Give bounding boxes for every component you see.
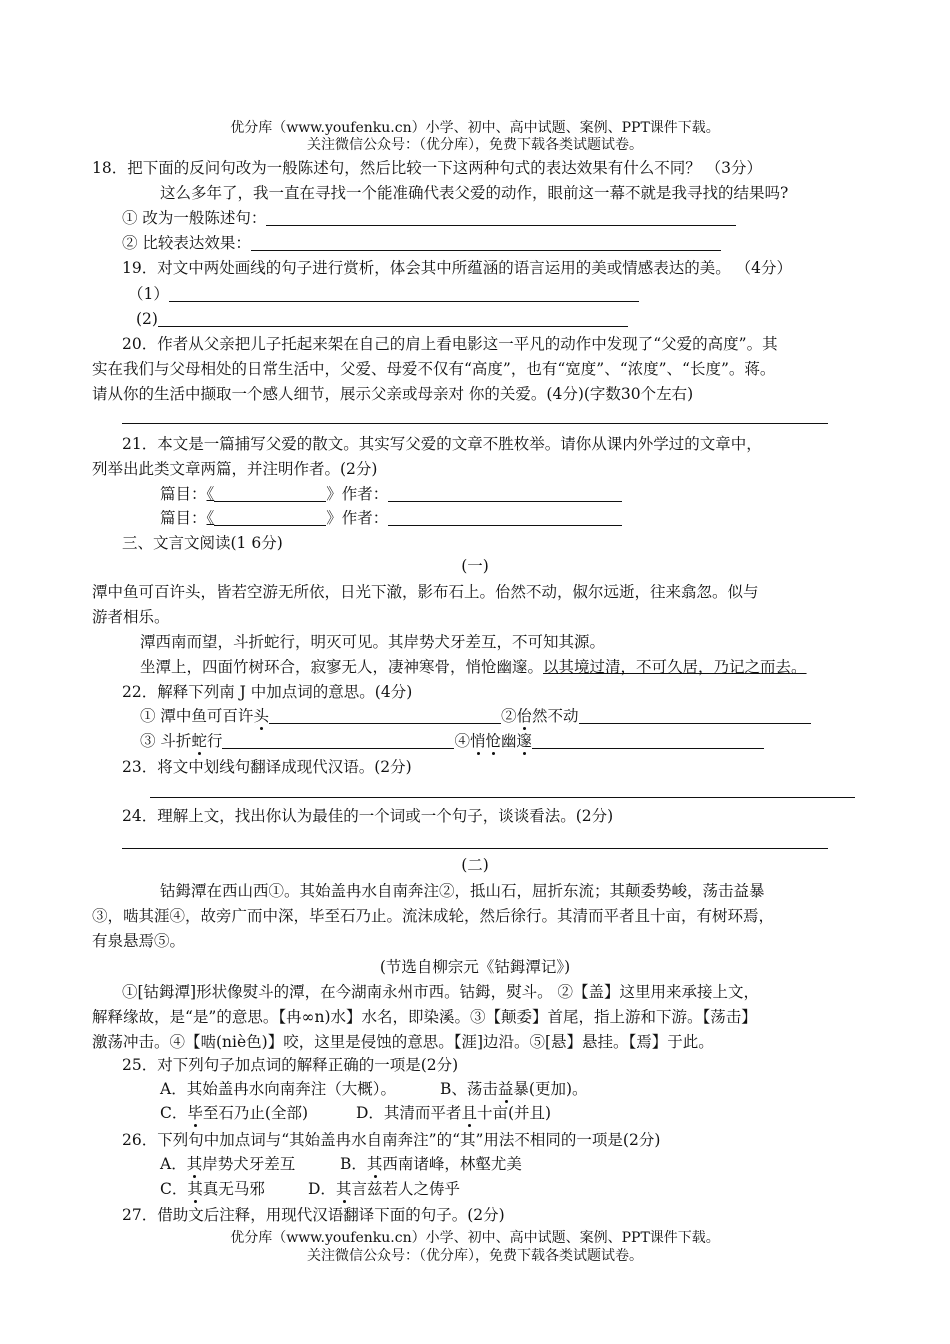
q20-line-3: 请从你的生活中撷取一个感人细节，展示父亲或母亲对 你的关爱。(4分)(字数30个左右) [92,385,694,403]
q26-option-c [160,1179,265,1199]
header-line-1: 优分库（www.youfenku.cn）小学、初中、高中试题、案例、PPT课件下载。 [230,120,720,136]
q27-stem: 27．借助文后注释，用现代汉语翻译下面的句子。(2分) [122,1206,505,1224]
q26-option-a [160,1154,295,1174]
q19-answer-blank-2[interactable] [158,311,628,327]
q26-option-c-dotted-char: 其 [187,1180,203,1198]
q18-answer-blank-1[interactable] [266,210,736,226]
section3-title: 三、文言文阅读(1 6分) [122,534,283,552]
header-line-2: 关注微信公众号：（优分库），免费下载各类试题试卷。 [307,137,643,153]
q25-option-c-post: 至石乃止(全部) [202,1104,308,1122]
q25-option-b [440,1079,588,1099]
q21-line-1: 21．本文是一篇捕写父爱的散文。其实写父爱的文章不胜枚举。请你从课内外学过的文章中， [122,435,762,453]
q22-stem: 22．解释下列南 J 中加点词的意思。(4分) [122,683,413,701]
q21-entry-1 [160,484,622,504]
q25-option-c-pre: C． [160,1104,188,1122]
passage1-line-2: 游者相乐。 [92,608,170,626]
footer-line-1: 优分库（www.youfenku.cn）小学、初中、高中试题、案例、PPT课件下载。 [230,1230,720,1246]
q25-option-b-dotted-char: 益 [497,1080,514,1098]
q22-item4-pre: ④ [454,732,470,750]
passage1-para-3-text: 坐潭上，四面竹树环合，寂寥无人，凄神寒骨，悄怆幽邃。 [140,658,544,676]
q22-item2-pre: ② [500,707,517,725]
q21-open-quote-2: 《 [206,509,215,527]
passage2-line-3: 有泉悬焉⑤。 [92,932,186,950]
q23-stem: 23．将文中划线句翻译成现代汉语。(2分) [122,758,412,776]
footer-line-2: 关注微信公众号：（优分库），免费下载各类试题试卷。 [307,1248,643,1264]
q18-sentence: 这么多年了，我一直在寻找一个能准确代表父爱的动作，眼前这一幕不就是我寻找的结果吗? [160,184,789,202]
notes-line-2: 解释缘故，是“是”的意思。【冉∞n)水】水名，即染溪。③【颠委】首尾，指上游和下游。【荡击】 [92,1008,757,1026]
notes-line-3: 激荡冲击。④【啮(niè色)】咬，这里是侵蚀的意思。【涯]边沿。⑤[悬】悬挂。【焉】于此。 [92,1033,714,1051]
q22-answer-blank-2[interactable] [579,708,811,724]
q19-stem: 19．对文中两处画线的句子进行赏析，体会其中所蕴涵的语言运用的美或情感表达的美。 （4分） [122,259,793,277]
q25-option-b-pre: B、荡击 [440,1080,498,1098]
q22-answer-blank-3[interactable] [222,733,454,749]
q25-option-d-post: 十亩(并且) [476,1104,552,1122]
q21-title-label-1: 篇目： [160,485,207,503]
q26-option-d-post: 言兹若人之俦乎 [351,1180,460,1198]
q22-answer-blank-4[interactable] [532,733,764,749]
q20-line-1: 20．作者从父亲把儿子托起来架在自己的肩上看电影这一平凡的动作中发现了“父爱的高度”。其 [122,335,778,353]
q24-answer-line[interactable] [122,848,828,849]
q25-option-c [160,1103,308,1123]
q22-row-2 [140,731,764,751]
q25-option-d-pre: D．其清而平者 [356,1104,462,1122]
passage1-line-1: 潭中鱼可百许头，皆若空游无所依，日光下澈，影布石上。佁然不动，俶尔远逝，往来翕忽。似与 [92,583,759,601]
q18-part1-label: ① 改为一般陈述句： [122,209,267,227]
q22-item3-pre: ③ 斗折 [140,732,192,750]
q19-item2 [136,309,628,329]
q26-option-d [308,1179,460,1199]
q26-stem: 26．下列句中加点词与“其始盖冉水自南奔注”的“其”用法不相同的一项是(2分) [122,1131,661,1149]
q18-stem: 18．把下面的反问句改为一般陈述句，然后比较一下这两种句式的表达效果有什么不同？ （3分） [92,159,763,177]
passage2-source: (节选自柳宗元《钴鉧潭记》) [379,958,571,976]
q18-part2-label: ② 比较表达效果： [122,234,251,252]
q19-answer-blank-1[interactable] [169,286,639,302]
q25-option-a: A．其始盖冉水向南奔注（大概）。 [160,1080,396,1098]
q22-answer-blank-1[interactable] [269,708,501,724]
q22-item4-dotted-char-3: 邃 [516,732,533,750]
q26-option-d-dotted-char: 其 [335,1180,352,1198]
q21-author-blank-1[interactable] [388,486,622,502]
q26-option-b-dotted-char: 其 [366,1155,383,1173]
q22-item3-post: 行 [206,732,223,750]
q22-item2-post: 然不动 [531,707,579,725]
q21-title-blank-1[interactable] [214,486,326,502]
q21-title-label-2: 篇目： [160,509,207,527]
q20-line-2: 实在我们与父母相处的日常生活中，父爱、母爱不仅有“高度”，也有“宽度”、“浓度”、“长度”。蒋。 [92,360,776,378]
q25-option-d [356,1103,551,1123]
q24-stem: 24．理解上文，找出你认为最佳的一个词或一个句子，谈谈看法。(2分) [122,807,614,825]
q25-option-b-post: 暴(更加)。 [513,1080,588,1098]
q21-entry-2 [160,508,622,528]
q22-item2-dotted-char: 佁 [516,707,532,725]
q26-option-b-post: 西南诸峰，林壑尤美 [382,1155,522,1173]
q21-open-quote-1: 《 [206,485,215,503]
q21-title-blank-2[interactable] [214,510,326,526]
q22-item1-pre: ① 潭中鱼可百许 [140,707,254,725]
q25-option-c-dotted-char: 毕 [187,1104,203,1122]
q19-item2-label: (2) [136,310,158,328]
q22-row-1 [140,706,811,726]
q26-option-b [340,1154,522,1174]
q21-line-2: 列举出此类文章两篇，并注明作者。(2分) [92,460,378,478]
passage2-line-1: 钴鉧潭在西山西①。其始盖冉水自南奔注②，抵山石，屈折东流；其颠委势峻，荡击益暴 [160,882,765,900]
q25-stem: 25．对下列句子加点词的解释正确的一项是(2分) [122,1056,459,1074]
q23-answer-line[interactable] [150,797,855,798]
q26-option-b-pre: B． [340,1155,367,1173]
q26-option-a-pre: A． [160,1155,187,1173]
q21-close-quote-1: 》作者： [326,485,389,503]
q21-close-quote-2: 》作者： [326,509,389,527]
q19-item1 [128,284,639,304]
passage1-para-2: 潭西南而望，斗折蛇行，明灭可见。其岸势犬牙差互，不可知其源。 [140,633,606,651]
q26-option-c-pre: C． [160,1180,188,1198]
section3-part1-title: (一) [461,557,489,575]
q22-item4-dotted-char-1: 悄 [469,732,486,750]
q21-author-blank-2[interactable] [388,510,622,526]
q19-item1-label: （1） [128,285,169,303]
part2-title: (二) [461,856,489,874]
q18-part1 [122,208,736,228]
q22-item4-post: 幽 [501,732,517,750]
q18-answer-blank-2[interactable] [251,235,721,251]
q22-item3-dotted-char: 蛇 [191,732,207,750]
q22-item1-dotted-char: 头 [253,707,269,725]
q25-option-d-dotted-char: 且 [461,1104,477,1122]
passage1-underlined-sentence: 以其境过清，不可久居，乃记之而去。 [543,658,807,676]
q20-answer-line[interactable] [122,423,828,424]
q26-option-a-post: 岸势犬牙差互 [202,1155,296,1173]
q18-part2 [122,233,721,253]
notes-line-1: ①[钴鉧潭]形状像熨斗的潭，在今湖南永州市西。钴鉧，熨斗。 ②【盖】这里用来承接上文， [122,983,760,1001]
q26-option-a-dotted-char: 其 [186,1155,203,1173]
q22-item4-dotted-char-2: 怆 [485,732,502,750]
q26-option-d-pre: D． [308,1180,336,1198]
passage1-para-3 [140,657,807,677]
passage2-line-2: ③，啮其涯④，故旁广而中深，毕至石乃止。流沫成轮，然后徐行。其清而平者且十亩，有树环焉， [92,907,775,925]
q26-option-c-post: 真无马邪 [202,1180,265,1198]
